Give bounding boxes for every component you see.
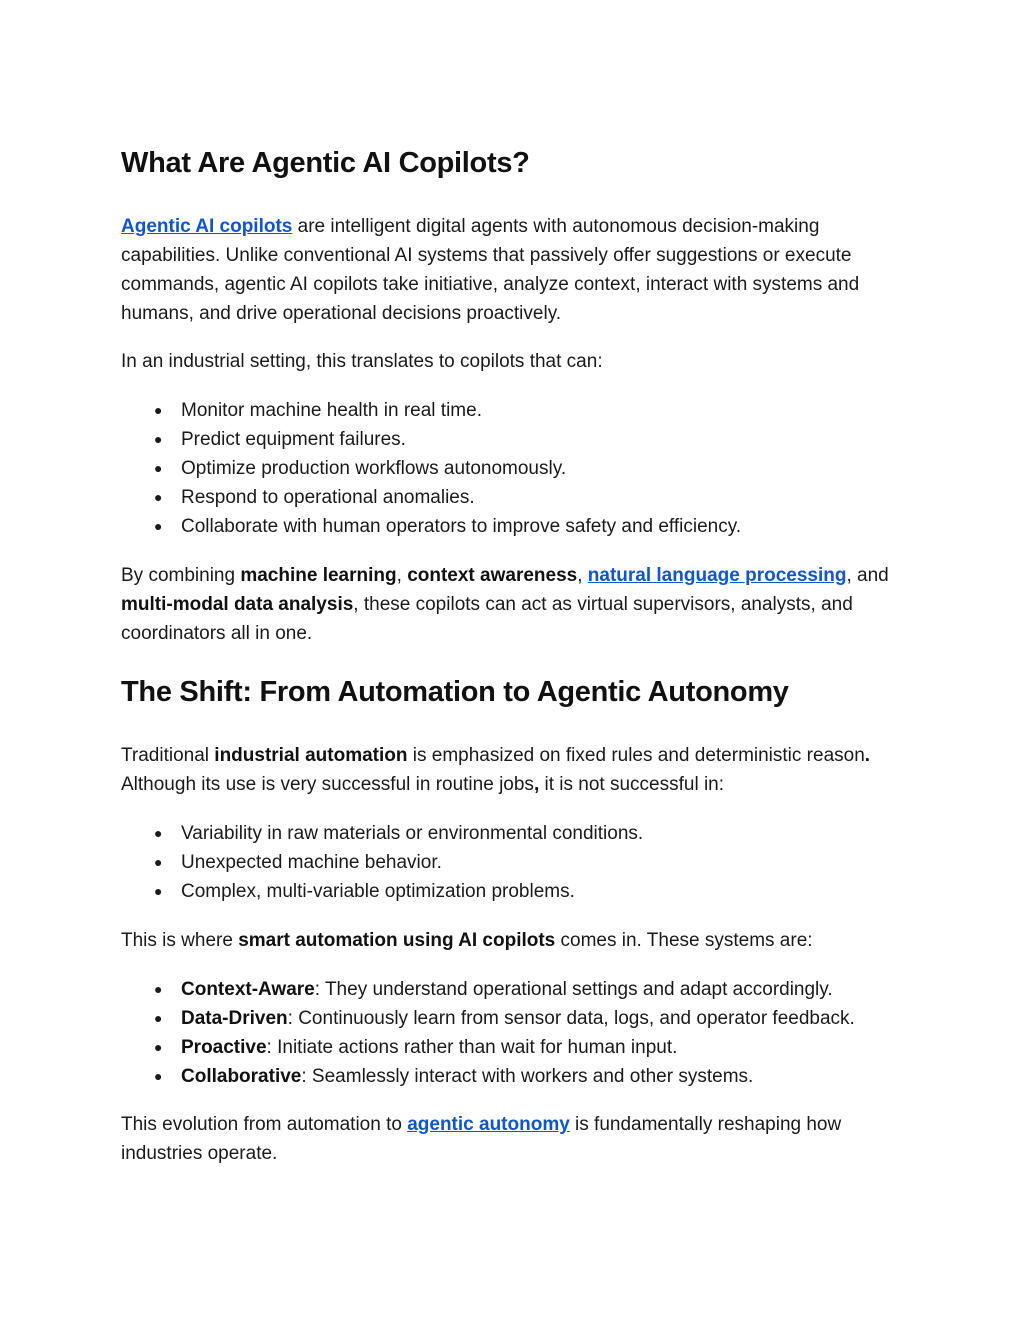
agentic-autonomy-link[interactable]: agentic autonomy [407, 1114, 570, 1135]
intro-paragraph: Agentic AI copilots are intelligent digital agents with autonomous decision-making capabilities. Unlike conventional AI systems that passively offer suggestions or execute commands, agentic AI copilots take initiative, analyze context, interact with systems and humans, and drive operational decisions proactively. [121, 216, 860, 324]
list-item: ● Predict equipment failures. [121, 425, 881, 454]
list-item: ● Proactive: Initiate actions rather than wait for human input. [121, 1033, 881, 1062]
natural-language-processing-link[interactable]: natural language processing [587, 565, 847, 586]
list-item: ● Complex, multi-variable optimization problems. [121, 877, 881, 906]
list-item: ● Optimize production workflows autonomously. [121, 454, 881, 483]
list-item: ● Collaborate with human operators to improve safety and efficiency. [121, 512, 881, 541]
list-item: ● Data-Driven: Continuously learn from sensor data, logs, and operator feedback. [121, 1004, 881, 1033]
list-item: ● Unexpected machine behavior. [121, 848, 881, 877]
evolution-paragraph: This evolution from automation to agentic autonomy is fundamentally reshaping how industries operate. [121, 1114, 842, 1164]
industrial-lead-paragraph: In an industrial setting, this translates to copilots that can: [121, 351, 603, 372]
limitations-list [121, 819, 881, 906]
section-title-agentic-copilots: What Are Agentic AI Copilots? [121, 147, 530, 179]
list-item: ● Context-Aware: They understand operational settings and adapt accordingly. [121, 975, 881, 1004]
agentic-ai-copilots-link[interactable]: Agentic AI copilots [121, 216, 293, 237]
section-title-shift: The Shift: From Automation to Agentic Autonomy [121, 676, 789, 708]
list-item: ● Monitor machine health in real time. [121, 396, 881, 425]
capabilities-list [121, 396, 881, 541]
traditional-automation-paragraph: Traditional industrial automation is emphasized on fixed rules and deterministic reason. Although its use is very successful in routine jobs, it is not successful in: [121, 745, 871, 795]
traits-list [121, 975, 881, 1091]
combining-paragraph: By combining machine learning, context awareness, natural language processing, and multi-modal data analysis, these copilots can act as virtual supervisors, analysts, and coordinators all in one. [121, 565, 889, 644]
smart-automation-paragraph: This is where smart automation using AI copilots comes in. These systems are: [121, 930, 813, 951]
list-item: ● Variability in raw materials or environmental conditions. [121, 819, 881, 848]
list-item: ● Respond to operational anomalies. [121, 483, 881, 512]
list-item: ● Collaborative: Seamlessly interact with workers and other systems. [121, 1062, 881, 1091]
